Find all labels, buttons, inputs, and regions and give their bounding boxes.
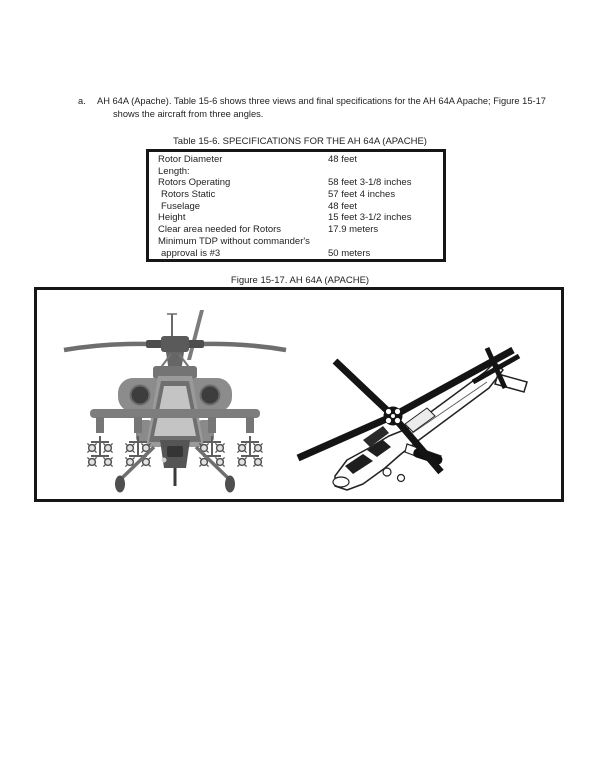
spec-value: 17.9 meters [328,224,379,236]
spec-table [146,149,446,262]
figure-caption: Figure 15-17. AH 64A (APACHE) [230,275,370,286]
table-row [149,177,443,189]
spec-label: Rotor Diameter [158,154,223,165]
spec-label: Fuselage [161,200,201,212]
spec-label: Minimum TDP without commander's [158,235,310,247]
spec-value: 15 feet 3-1/2 inches [328,212,412,224]
paragraph-marker: a. [78,96,86,106]
body-paragraph [78,95,550,121]
table-row [149,154,443,166]
table-row [149,248,443,260]
spec-value: 50 meters [328,247,371,259]
spec-value: 58 feet 3-1/8 inches [328,177,412,189]
table-title: Table 15-6. SPECIFICATIONS FOR THE AH 64A (APACHE) [173,136,427,147]
table-row [149,236,443,248]
spec-label: Rotors Static [161,189,216,201]
spec-value: 48 feet [328,154,358,165]
paragraph-text: AH 64A (Apache). Table 15-6 shows three views and final specifications for the AH 64A Apache; Figure 15-17 shows the aircraft from three angles. [97,96,546,119]
spec-label: Rotors Operating [158,177,231,189]
spec-value: 57 feet 4 inches [328,189,396,201]
table-row [149,212,443,224]
apache-aerial-view-illustration [289,336,539,496]
spec-label: approval is #3 [161,247,221,259]
spec-value: 48 feet [328,200,358,212]
figure-box [34,287,564,502]
spec-label: Height [158,212,186,224]
table-row [149,166,443,178]
apache-front-view-illustration [60,302,290,498]
spec-label: Clear area needed for Rotors [158,224,282,236]
table-row [149,189,443,201]
table-row [149,201,443,213]
spec-label: Length: [158,165,190,177]
table-row [149,224,443,236]
